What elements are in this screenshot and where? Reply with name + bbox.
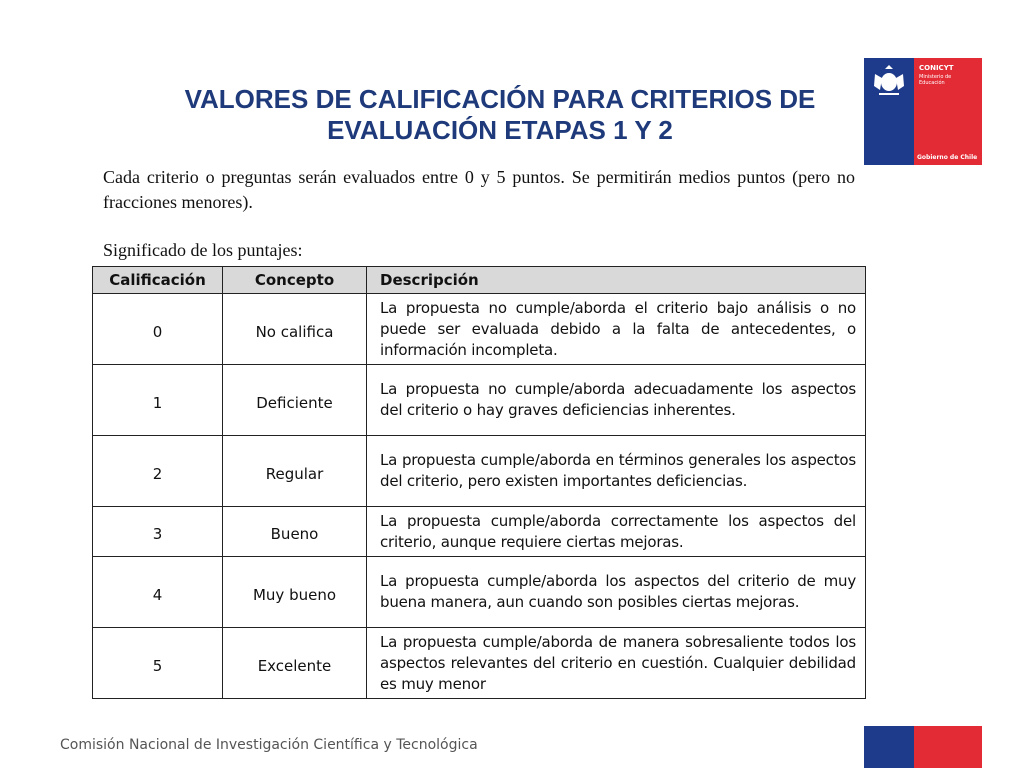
logo-ministry: Ministerio de Educación — [919, 74, 952, 86]
flag-blue-block — [864, 726, 914, 768]
concept-cell: Bueno — [223, 507, 367, 557]
header-descripcion: Descripción — [367, 267, 866, 294]
grade-cell: 0 — [93, 294, 223, 365]
coat-of-arms-icon — [870, 64, 908, 98]
table-row — [93, 557, 866, 628]
concept-cell: Regular — [223, 436, 367, 507]
table-row — [93, 628, 866, 699]
table-row — [93, 436, 866, 507]
grade-cell: 3 — [93, 507, 223, 557]
grade-cell: 1 — [93, 365, 223, 436]
table-row — [93, 294, 866, 365]
grade-cell: 4 — [93, 557, 223, 628]
grade-cell: 5 — [93, 628, 223, 699]
table-row — [93, 507, 866, 557]
description-cell: La propuesta cumple/aborda de manera sobresaliente todos los aspectos relevantes del criterio en cuestión. Cualquier debilidad es muy menor — [367, 628, 866, 699]
conicyt-logo — [864, 58, 982, 165]
slide-title: VALORES DE CALIFICACIÓN PARA CRITERIOS DE EVALUACIÓN ETAPAS 1 Y 2 — [184, 84, 816, 145]
concept-cell: Excelente — [223, 628, 367, 699]
table-row — [93, 365, 866, 436]
description-cell: La propuesta no cumple/aborda el criterio bajo análisis o no puede ser evaluada debido a la falta de antecedentes, o información incompleta. — [367, 294, 866, 365]
concept-cell: No califica — [223, 294, 367, 365]
intro-paragraph: Cada criterio o preguntas serán evaluados entre 0 y 5 puntos. Se permitirán medios puntos (pero no fracciones menores). — [103, 167, 855, 212]
footer-institution: Comisión Nacional de Investigación Científica y Tecnológica — [60, 737, 478, 753]
scores-label: Significado de los puntajes: — [103, 240, 303, 260]
description-cell: La propuesta cumple/aborda correctamente los aspectos del criterio, aunque requiere ciertas mejoras. — [367, 507, 866, 557]
grade-cell: 2 — [93, 436, 223, 507]
footer-flag-bar — [864, 726, 982, 768]
header-calificacion: Calificación — [93, 267, 223, 294]
logo-org-name: CONICYT — [919, 64, 954, 72]
concept-cell: Deficiente — [223, 365, 367, 436]
flag-red-block — [914, 726, 982, 768]
table-header-row — [93, 267, 866, 294]
description-cell: La propuesta cumple/aborda los aspectos del criterio de muy buena manera, aun cuando son posibles ciertas mejoras. — [367, 557, 866, 628]
logo-government: Gobierno de Chile — [917, 154, 978, 161]
description-cell: La propuesta no cumple/aborda adecuadamente los aspectos del criterio o hay graves deficiencias inherentes. — [367, 365, 866, 436]
description-cell: La propuesta cumple/aborda en términos generales los aspectos del criterio, pero existen importantes deficiencias. — [367, 436, 866, 507]
grading-table — [92, 266, 866, 699]
concept-cell: Muy bueno — [223, 557, 367, 628]
header-concepto: Concepto — [223, 267, 367, 294]
